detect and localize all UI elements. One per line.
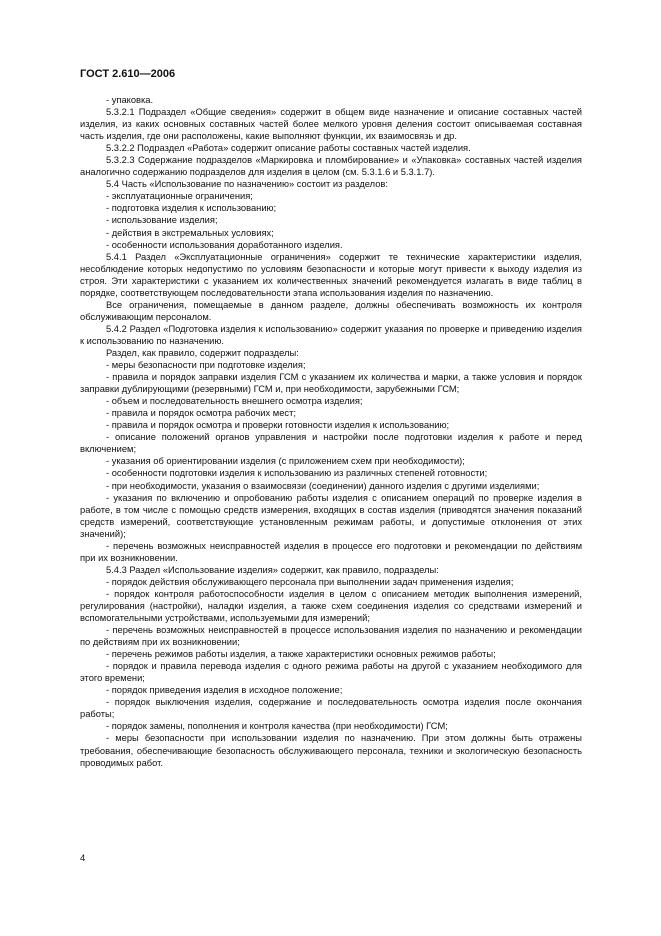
paragraph: 5.4 Часть «Использование по назначению» состоит из разделов:: [106, 179, 388, 190]
paragraph: - правила и порядок заправки изделия ГСМ с указанием их количества и марки, а также условия и порядок заправки дублирующими (резервными) ГСМ и, при необходимости, зарубежными ГСМ;: [80, 372, 582, 395]
page-number: 4: [80, 853, 86, 864]
paragraph: - особенности подготовки изделия к использованию из различных степеней готовности;: [106, 468, 488, 479]
paragraph: - меры безопасности при использовании изделия по назначению. При этом должны быть отражены требования, обеспечивающие безопасность обслуживающего персонала, техники и экологическую безопасность проводимых работ.: [80, 733, 582, 768]
paragraph: - порядок выключения изделия, содержание и последовательность осмотра изделия после окончания работы;: [80, 697, 582, 720]
paragraph: - порядок приведения изделия в исходное положение;: [106, 685, 343, 696]
paragraph: - указания по включению и опробованию работы изделия с описанием операций по проверке изделия в работе, в том числе с помощью средств измерения, входящих в состав изделия (приводятся значения показаний средств измерений, соответствующие установленным режимам работы, и допустимые отклонения от этих значений);: [80, 492, 582, 539]
paragraph: - упаковка.: [106, 95, 154, 105]
paragraph: - действия в экстремальных условиях;: [106, 227, 274, 238]
paragraph: - порядок действия обслуживающего персонала при выполнении задач применения изделия;: [106, 576, 514, 587]
paragraph: - подготовка изделия к использованию;: [106, 203, 277, 214]
paragraph: - описание положений органов управления и настройки после подготовки изделия к работе и перед включением;: [80, 432, 582, 455]
paragraph: - порядок и правила перевода изделия с одного режима работы на другой с указанием необходимого для этого времени;: [80, 661, 582, 684]
paragraph: - указания об ориентировании изделия (с приложением схем при необходимости);: [106, 456, 465, 467]
paragraph: 5.3.2.2 Подраздел «Работа» содержит описание работы составных частей изделия.: [106, 143, 471, 154]
paragraph: - перечень возможных неисправностей изделия в процессе его подготовки и рекомендации по действиям при их возникновении.: [80, 540, 582, 563]
paragraph: - порядок замены, пополнения и контроля качества (при необходимости) ГСМ;: [106, 721, 448, 732]
paragraph: - особенности использования доработанного изделия.: [106, 239, 343, 250]
paragraph: - порядок контроля работоспособности изделия в целом с описанием методик выполнения измерений, регулирования (настройки), наладки изделия, а также схем соединения изделия со средствами измерений и вспомогательными устройствами, используемыми для измерений;: [80, 588, 582, 624]
paragraph: - эксплуатационные ограничения;: [106, 191, 253, 202]
document-header: ГОСТ 2.610—2006: [80, 68, 176, 80]
document-body: [80, 94, 582, 769]
paragraph: 5.4.2 Раздел «Подготовка изделия к использованию» содержит указания по проверке и приведению изделия к использованию по назначению.: [80, 323, 582, 346]
paragraph: - использование изделия;: [106, 215, 218, 226]
paragraph: 5.4.1 Раздел «Эксплуатационные ограничения» содержит те технические характеристики изделия, несоблюдение которых недопустимо по условиям безопасности и которые могут привести к выходу изделия из строя. Эти характеристики с указанием их количественных значений рекомендуется излагать в виде таблиц в порядке, соответствующем последовательности этапа использования изделия по назначению.: [80, 251, 582, 298]
paragraph: - перечень возможных неисправностей в процессе использования изделия по назначению и рекомендации по действиям при их возникновении;: [80, 625, 582, 648]
paragraph: - правила и порядок осмотра рабочих мест;: [106, 408, 296, 419]
paragraph: 5.4.3 Раздел «Использование изделия» содержит, как правило, подразделы:: [106, 564, 439, 575]
paragraph: Все ограничения, помещаемые в данном разделе, должны обеспечивать возможность их контроля обслуживающим персоналом.: [80, 299, 582, 322]
paragraph: - перечень режимов работы изделия, а также характеристики основных режимов работы;: [106, 649, 496, 660]
paragraph: 5.3.2.1 Подраздел «Общие сведения» содержит в общем виде назначение и описание составных частей изделия, из каких основных составных частей более мелкого уровня деления состоит описываемая составная часть изделия, где они расположены, какие выполняют функции, их взаимосвязь и др.: [80, 107, 582, 142]
paragraph: - объем и последовательность внешнего осмотра изделия;: [106, 396, 363, 407]
paragraph: - меры безопасности при подготовке изделия;: [106, 360, 306, 371]
paragraph: 5.3.2.3 Содержание подразделов «Маркировка и пломбирование» и «Упаковка» составных частей изделия аналогично содержанию подразделов для изделия в целом (см. 5.3.1.6 и 5.3.1.7).: [80, 155, 582, 178]
paragraph: - правила и порядок осмотра и проверки готовности изделия к использованию;: [106, 420, 450, 431]
paragraph: - при необходимости, указания о взаимосвязи (соединении) данного изделия с другими изделиями;: [106, 480, 540, 491]
paragraph: Раздел, как правило, содержит подразделы:: [106, 347, 299, 358]
